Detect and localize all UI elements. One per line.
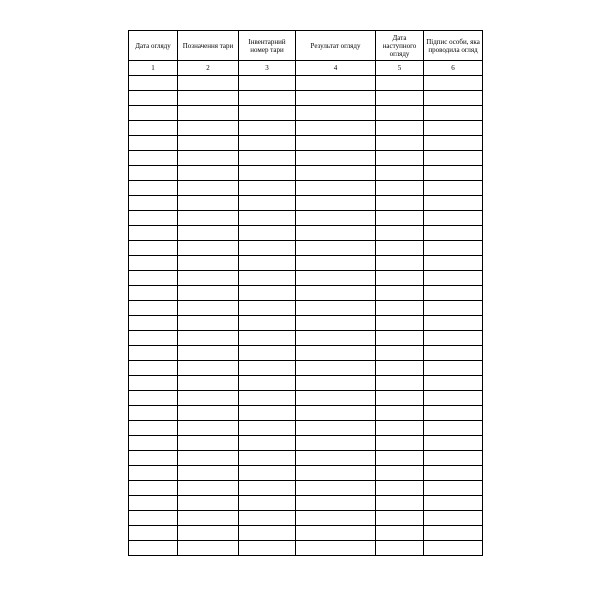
table-row xyxy=(129,226,483,241)
table-cell xyxy=(239,151,296,166)
table-row xyxy=(129,346,483,361)
table-cell xyxy=(424,496,483,511)
table-cell xyxy=(296,451,376,466)
table-cell xyxy=(129,421,178,436)
table-cell xyxy=(239,136,296,151)
table-cell xyxy=(424,271,483,286)
table-cell xyxy=(239,511,296,526)
table-cell xyxy=(376,421,424,436)
table-cell xyxy=(376,436,424,451)
table-row xyxy=(129,196,483,211)
table-cell xyxy=(424,286,483,301)
table-cell xyxy=(376,196,424,211)
table-cell xyxy=(178,301,239,316)
column-number: 5 xyxy=(376,61,424,76)
table-cell xyxy=(129,241,178,256)
table-cell xyxy=(424,241,483,256)
table-cell xyxy=(239,421,296,436)
table-cell xyxy=(129,196,178,211)
table-row xyxy=(129,136,483,151)
table-row xyxy=(129,121,483,136)
table-cell xyxy=(296,226,376,241)
table-cell xyxy=(239,91,296,106)
table-cell xyxy=(296,331,376,346)
table-cell xyxy=(178,271,239,286)
table-cell xyxy=(424,211,483,226)
header-inventory-number: Інвентарний номер тари xyxy=(239,31,296,61)
table-cell xyxy=(239,121,296,136)
table-cell xyxy=(424,526,483,541)
table-cell xyxy=(178,406,239,421)
table-cell xyxy=(239,361,296,376)
table-cell xyxy=(129,481,178,496)
table-cell xyxy=(178,466,239,481)
table-cell xyxy=(239,181,296,196)
table-cell xyxy=(424,361,483,376)
table-cell xyxy=(239,346,296,361)
table-cell xyxy=(239,436,296,451)
table-cell xyxy=(376,376,424,391)
table-cell xyxy=(424,436,483,451)
table-cell xyxy=(129,256,178,271)
inspection-log-table xyxy=(128,30,483,556)
table-row xyxy=(129,316,483,331)
table-cell xyxy=(178,211,239,226)
table-cell xyxy=(129,316,178,331)
table-row xyxy=(129,256,483,271)
table-row xyxy=(129,241,483,256)
table-cell xyxy=(129,166,178,181)
table-cell xyxy=(376,346,424,361)
table-cell xyxy=(239,496,296,511)
table-cell xyxy=(376,121,424,136)
table-row xyxy=(129,391,483,406)
table-cell xyxy=(129,511,178,526)
table-cell xyxy=(376,226,424,241)
table-cell xyxy=(178,226,239,241)
table-cell xyxy=(239,301,296,316)
table-cell xyxy=(424,346,483,361)
column-number: 2 xyxy=(178,61,239,76)
table-cell xyxy=(178,76,239,91)
table-cell xyxy=(178,241,239,256)
table-cell xyxy=(178,481,239,496)
table-cell xyxy=(424,226,483,241)
table-cell xyxy=(178,451,239,466)
table-cell xyxy=(178,346,239,361)
header-inspector-signature: Підпис особи, яка проводила огляд xyxy=(424,31,483,61)
table-cell xyxy=(239,331,296,346)
table-row xyxy=(129,271,483,286)
table-cell xyxy=(296,121,376,136)
table-cell xyxy=(129,406,178,421)
table-cell xyxy=(376,181,424,196)
table-row xyxy=(129,466,483,481)
table-cell xyxy=(296,271,376,286)
table-cell xyxy=(178,541,239,556)
table-cell xyxy=(239,106,296,121)
table-row xyxy=(129,421,483,436)
table-cell xyxy=(129,301,178,316)
table-row xyxy=(129,361,483,376)
table-cell xyxy=(296,511,376,526)
table-row xyxy=(129,166,483,181)
table-cell xyxy=(376,331,424,346)
table-cell xyxy=(376,91,424,106)
table-row xyxy=(129,211,483,226)
table-cell xyxy=(129,361,178,376)
table-cell xyxy=(178,511,239,526)
table-cell xyxy=(424,151,483,166)
table-cell xyxy=(376,406,424,421)
table-cell xyxy=(178,121,239,136)
table-cell xyxy=(239,256,296,271)
table-cell xyxy=(129,496,178,511)
table-cell xyxy=(178,166,239,181)
table-cell xyxy=(376,466,424,481)
table-cell xyxy=(178,436,239,451)
table-cell xyxy=(129,391,178,406)
table-cell xyxy=(178,196,239,211)
header-container-designation: Позначення тари xyxy=(178,31,239,61)
table-cell xyxy=(296,391,376,406)
table-cell xyxy=(239,541,296,556)
table-cell xyxy=(129,451,178,466)
table-row xyxy=(129,511,483,526)
table-cell xyxy=(296,406,376,421)
header-inspection-date: Дата огляду xyxy=(129,31,178,61)
table-cell xyxy=(178,286,239,301)
table-cell xyxy=(129,466,178,481)
table-row xyxy=(129,436,483,451)
table-cell xyxy=(129,331,178,346)
table-cell xyxy=(424,136,483,151)
table-cell xyxy=(376,361,424,376)
column-number: 3 xyxy=(239,61,296,76)
table-cell xyxy=(296,181,376,196)
column-number: 4 xyxy=(296,61,376,76)
table-cell xyxy=(129,211,178,226)
table-cell xyxy=(239,391,296,406)
table-cell xyxy=(296,91,376,106)
table-cell xyxy=(296,541,376,556)
column-number: 1 xyxy=(129,61,178,76)
table-cell xyxy=(129,286,178,301)
table-row xyxy=(129,541,483,556)
table-cell xyxy=(178,376,239,391)
table-cell xyxy=(239,196,296,211)
table-cell xyxy=(424,481,483,496)
table-row xyxy=(129,106,483,121)
table-cell xyxy=(424,121,483,136)
table-cell xyxy=(178,316,239,331)
table-cell xyxy=(376,76,424,91)
table-cell xyxy=(296,466,376,481)
table-cell xyxy=(424,181,483,196)
table-cell xyxy=(239,481,296,496)
column-number: 6 xyxy=(424,61,483,76)
table-cell xyxy=(178,91,239,106)
table-cell xyxy=(424,451,483,466)
table-cell xyxy=(424,256,483,271)
table-cell xyxy=(129,181,178,196)
table-cell xyxy=(178,391,239,406)
table-cell xyxy=(424,301,483,316)
table-cell xyxy=(129,436,178,451)
table-cell xyxy=(296,376,376,391)
table-cell xyxy=(129,106,178,121)
table-cell xyxy=(424,166,483,181)
table-cell xyxy=(178,496,239,511)
table-cell xyxy=(178,421,239,436)
table-row xyxy=(129,406,483,421)
table-cell xyxy=(376,391,424,406)
table-cell xyxy=(296,76,376,91)
table-row xyxy=(129,91,483,106)
table-cell xyxy=(376,166,424,181)
table-cell xyxy=(296,526,376,541)
table-cell xyxy=(376,151,424,166)
table-cell xyxy=(239,166,296,181)
table-cell xyxy=(376,241,424,256)
table-cell xyxy=(376,211,424,226)
table-cell xyxy=(296,361,376,376)
header-next-inspection-date: Дата наступного огляду xyxy=(376,31,424,61)
table-cell xyxy=(424,421,483,436)
table-cell xyxy=(239,466,296,481)
table-cell xyxy=(296,436,376,451)
table-cell xyxy=(376,136,424,151)
table-cell xyxy=(376,316,424,331)
table-row xyxy=(129,301,483,316)
table-cell xyxy=(376,481,424,496)
table-cell xyxy=(239,226,296,241)
table-row xyxy=(129,286,483,301)
table-row xyxy=(129,76,483,91)
table-row xyxy=(129,526,483,541)
table-cell xyxy=(376,256,424,271)
table-cell xyxy=(239,526,296,541)
header-inspection-result: Результат огляду xyxy=(296,31,376,61)
table-cell xyxy=(129,121,178,136)
table-cell xyxy=(376,526,424,541)
table-cell xyxy=(424,391,483,406)
table-cell xyxy=(296,166,376,181)
table-cell xyxy=(178,526,239,541)
column-number-row xyxy=(129,61,483,76)
table-row xyxy=(129,151,483,166)
table-cell xyxy=(424,376,483,391)
table-cell xyxy=(239,451,296,466)
table-cell xyxy=(178,181,239,196)
table-cell xyxy=(178,331,239,346)
table-row xyxy=(129,331,483,346)
table-cell xyxy=(296,286,376,301)
table-cell xyxy=(239,376,296,391)
table-cell xyxy=(424,331,483,346)
table-cell xyxy=(296,196,376,211)
table-cell xyxy=(178,151,239,166)
table-cell xyxy=(376,496,424,511)
table-cell xyxy=(129,346,178,361)
table-cell xyxy=(424,541,483,556)
table-cell xyxy=(376,301,424,316)
table-cell xyxy=(178,361,239,376)
header-row xyxy=(129,31,483,61)
table-cell xyxy=(239,406,296,421)
table-cell xyxy=(296,211,376,226)
table-cell xyxy=(424,466,483,481)
table-cell xyxy=(296,241,376,256)
table-cell xyxy=(376,286,424,301)
table-cell xyxy=(424,406,483,421)
table-cell xyxy=(376,541,424,556)
table-cell xyxy=(376,271,424,286)
table-cell xyxy=(239,76,296,91)
table-cell xyxy=(129,226,178,241)
table-row xyxy=(129,181,483,196)
table-cell xyxy=(376,451,424,466)
table-cell xyxy=(296,106,376,121)
table-cell xyxy=(129,526,178,541)
table-cell xyxy=(178,256,239,271)
table-cell xyxy=(129,151,178,166)
table-cell xyxy=(296,151,376,166)
table-row xyxy=(129,451,483,466)
table-cell xyxy=(239,211,296,226)
table-cell xyxy=(129,91,178,106)
table-cell xyxy=(296,301,376,316)
table-cell xyxy=(296,496,376,511)
table-cell xyxy=(296,256,376,271)
table-cell xyxy=(424,511,483,526)
table-cell xyxy=(424,196,483,211)
table-cell xyxy=(424,76,483,91)
table-cell xyxy=(129,76,178,91)
table-cell xyxy=(129,271,178,286)
table-cell xyxy=(424,316,483,331)
table-cell xyxy=(239,271,296,286)
table-cell xyxy=(129,376,178,391)
table-row xyxy=(129,376,483,391)
table-cell xyxy=(376,511,424,526)
table-cell xyxy=(296,136,376,151)
table-cell xyxy=(424,106,483,121)
table-cell xyxy=(239,286,296,301)
table-cell xyxy=(239,316,296,331)
table-row xyxy=(129,496,483,511)
table-cell xyxy=(424,91,483,106)
table-cell xyxy=(376,106,424,121)
table-cell xyxy=(296,316,376,331)
table-cell xyxy=(296,346,376,361)
table-cell xyxy=(178,136,239,151)
table-cell xyxy=(296,421,376,436)
table-cell xyxy=(178,106,239,121)
table-cell xyxy=(129,541,178,556)
table-row xyxy=(129,481,483,496)
table-cell xyxy=(239,241,296,256)
table-cell xyxy=(129,136,178,151)
table-cell xyxy=(296,481,376,496)
